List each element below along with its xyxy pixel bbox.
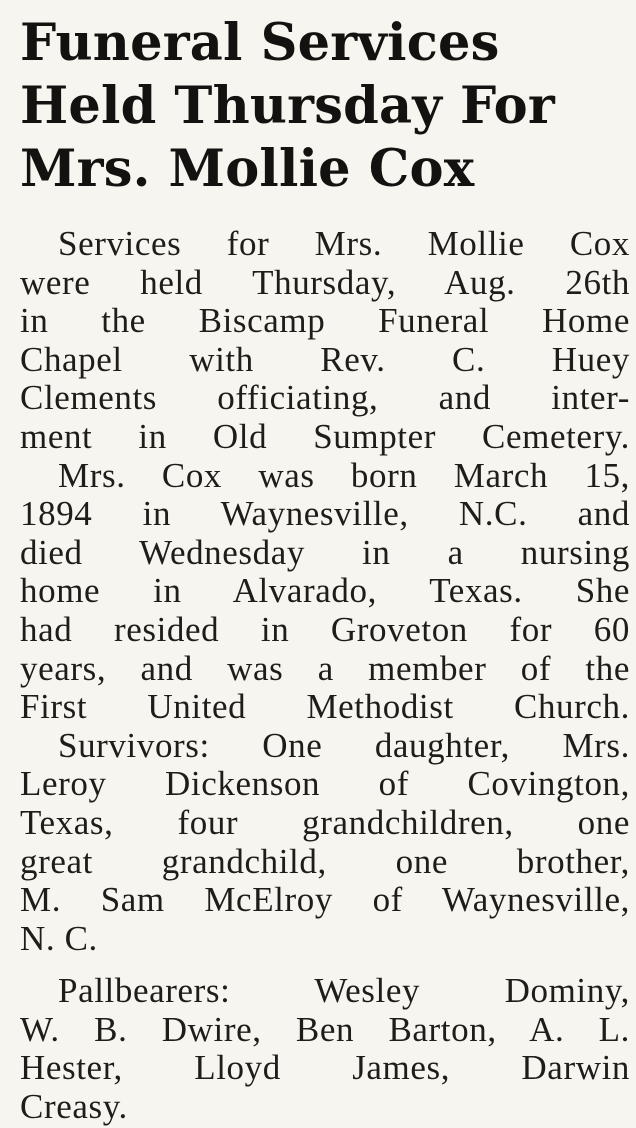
text-line: Texas, four grandchildren, one [20,803,630,842]
headline [20,12,630,201]
text-line: W. B. Dwire, Ben Barton, A. L. [20,1010,630,1049]
text-line: were held Thursday, Aug. 26th [20,263,630,302]
text-line: Chapel with Rev. C. Huey [20,340,630,379]
text-line: ment in Old Sumpter Cemetery. [20,417,630,456]
paragraph-pallbearers [20,972,630,1126]
text-line: home in Alvarado, Texas. She [20,572,630,611]
text-line: Survivors: One daughter, Mrs. [58,726,630,765]
text-line: Leroy Dickenson of Covington, [20,765,630,804]
text-line: N. C. [20,919,98,958]
text-line: Services for Mrs. Mollie Cox [58,225,630,263]
text-line: Pallbearers: Wesley Dominy, [58,972,630,1011]
paragraph-services [20,225,630,457]
text-line: Clements officiating, and inter- [20,379,630,418]
headline-line: Mrs. Mollie Cox [20,139,475,199]
text-line: 1894 in Waynesville, N.C. and [20,495,630,534]
text-line: Creasy. [20,1088,128,1127]
headline-line: Funeral Services [20,13,500,73]
paragraph-biography [20,457,630,727]
text-line: M. Sam McElroy of Waynesville, [20,881,630,920]
article-body [20,225,630,1127]
text-line: years, and was a member of the [20,649,630,688]
text-line: Mrs. Cox was born March 15, [58,456,630,495]
headline-line: Held Thursday For [20,76,555,136]
text-line: Hester, Lloyd James, Darwin [20,1049,630,1088]
text-line: had resided in Groveton for 60 [20,610,630,649]
text-line: in the Biscamp Funeral Home [20,302,630,341]
paragraph-survivors [20,727,630,959]
text-line: First United Methodist Church. [20,688,630,727]
text-line: great grandchild, one brother, [20,842,630,881]
text-line: died Wednesday in a nursing [20,533,630,572]
